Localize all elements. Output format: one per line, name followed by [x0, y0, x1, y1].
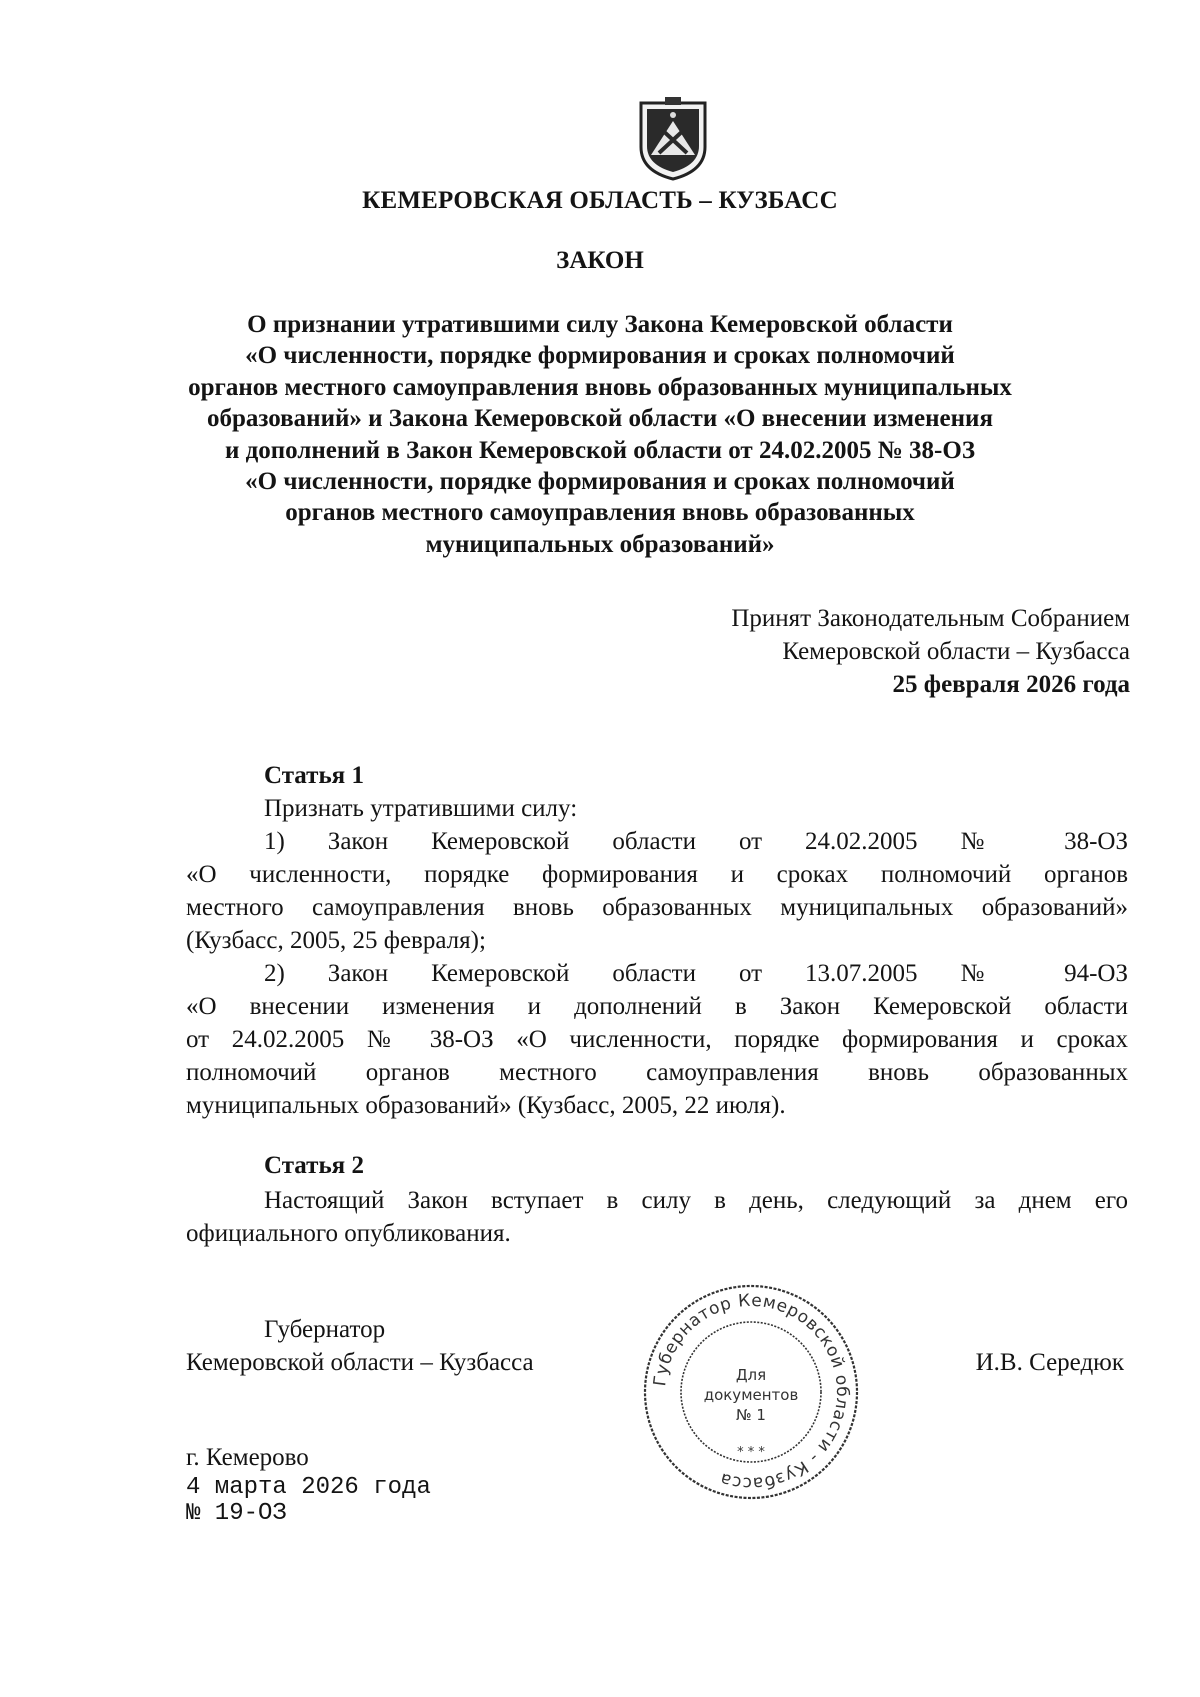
article-1-heading: Статья 1 — [264, 762, 364, 789]
stamp-ring-text: Губернатор Кемеровской области - Кузбасса — [650, 1290, 853, 1494]
stamp-center-line: Для — [735, 1366, 767, 1384]
article-1-item-2-line: от 24.02.2005 № 38-ОЗ «О численности, порядке формирования и сроках — [186, 1026, 1128, 1053]
law-title-line: органов местного самоуправления вновь образованных муниципальных — [188, 373, 1012, 401]
law-title-line: О признании утратившими силу Закона Кемеровской области — [247, 311, 953, 338]
law-title-line: и дополнений в Закон Кемеровской области от 24.02.2005 № 38-ОЗ — [224, 436, 976, 464]
law-title-line: образований» и Закона Кемеровской области «О внесении изменения — [207, 405, 993, 433]
law-title-line: органов местного самоуправления вновь образованных — [285, 499, 915, 527]
article-1-item-2-line: «О внесении изменения и дополнений в Закон Кемеровской области — [186, 993, 1128, 1020]
stamp-stars: * * * — [737, 1445, 765, 1460]
article-2-heading: Статья 2 — [264, 1152, 364, 1179]
article-1-intro: Признать утратившими силу: — [264, 795, 578, 822]
official-stamp — [642, 1283, 860, 1501]
article-1-item-1-line: 1) Закон Кемеровской области от 24.02.2005 № 38-ОЗ — [264, 828, 1128, 855]
adoption-line: Кемеровской области – Кузбасса — [782, 638, 1130, 665]
article-1-item-2-line: муниципальных образований» (Кузбасс, 2005, 22 июля). — [186, 1092, 786, 1119]
article-1-item-2-line: 2) Закон Кемеровской области от 13.07.2005 № 94-ОЗ — [264, 960, 1128, 987]
governor-title: Губернатор — [264, 1316, 386, 1343]
article-1-item-2-line: полномочий органов местного самоуправления вновь образованных — [186, 1059, 1128, 1086]
article-1-item-1-line: «О численности, порядке формирования и сроках полномочий органов — [186, 861, 1128, 888]
article-1-item-1-line: местного самоуправления вновь образованных муниципальных образований» — [186, 894, 1128, 921]
article-2-text-line: официального опубликования. — [186, 1220, 511, 1247]
article-2-text-line: Настоящий Закон вступает в силу в день, следующий за днем его — [264, 1187, 1128, 1214]
city-line: г. Кемерово — [186, 1444, 309, 1471]
governor-region: Кемеровской области – Кузбасса — [186, 1349, 534, 1376]
document-type: ЗАКОН — [556, 247, 644, 274]
article-1-item-1-line: (Кузбасс, 2005, 25 февраля); — [186, 927, 486, 954]
region-heading: КЕМЕРОВСКАЯ ОБЛАСТЬ – КУЗБАСС — [362, 187, 838, 214]
adoption-block — [731, 602, 1130, 701]
law-number: № 19-ОЗ — [186, 1500, 287, 1527]
signing-date: 4 марта 2026 года — [186, 1474, 431, 1501]
adoption-line: Принят Законодательным Собранием — [731, 605, 1130, 632]
law-title-line: «О численности, порядке формирования и сроках полномочий — [245, 468, 955, 496]
adoption-date: 25 февраля 2026 года — [892, 671, 1130, 698]
stamp-center-line: № 1 — [736, 1406, 766, 1424]
stamp-center-line: документов — [703, 1386, 799, 1404]
governor-name: И.В. Середюк — [975, 1349, 1124, 1376]
law-title-line: муниципальных образований» — [425, 530, 775, 558]
law-title — [0, 309, 1200, 560]
coat-of-arms-emblem — [635, 97, 711, 181]
law-title-line: «О численности, порядке формирования и сроках полномочий — [245, 342, 955, 370]
